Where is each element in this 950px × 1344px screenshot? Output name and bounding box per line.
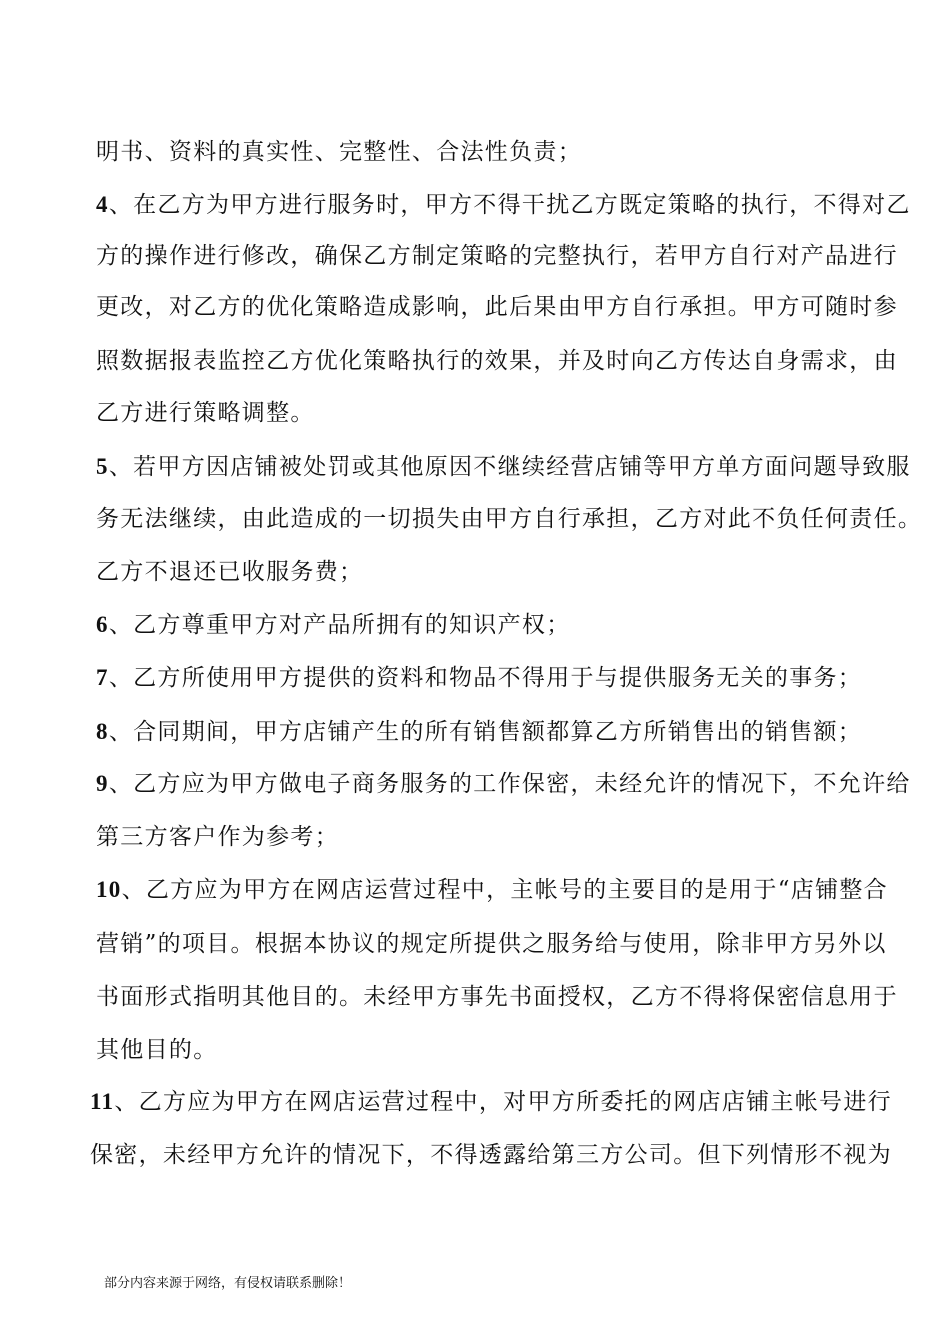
footer-disclaimer: 部分内容来源于网络，有侵权请联系删除！ — [104, 1276, 352, 1291]
text-line: 营销”的项目。根据本协议的规定所提供之服务给与使用，除非甲方另外以 — [96, 931, 887, 957]
text-line: 务无法继续，由此造成的一切损失由甲方自行承担，乙方对此不负任何责任。 — [96, 506, 923, 532]
text-line: 更改，对乙方的优化策略造成影响，此后果由甲方自行承担。甲方可随时参 — [96, 294, 898, 320]
text-line: 保密，未经甲方允许的情况下，不得透露给第三方公司。但下列情形不视为 — [90, 1142, 892, 1168]
text-line: 第三方客户作为参考； — [96, 824, 339, 850]
numbered-item-11: 11、乙方应为甲方在网店运营过程中，对甲方所委托的网店店铺主帐号进行 — [90, 1089, 892, 1115]
text-line: 方的操作进行修改，确保乙方制定策略的完整执行，若甲方自行对产品进行 — [96, 243, 898, 269]
numbered-item-9: 9、乙方应为甲方做电子商务服务的工作保密，未经允许的情况下，不允许给 — [96, 771, 911, 797]
text-line: 照数据报表监控乙方优化策略执行的效果，并及时向乙方传达自身需求，由 — [96, 348, 898, 374]
text-line: 乙方不退还已收服务费； — [96, 559, 364, 585]
numbered-item-4: 4、在乙方为甲方进行服务时，甲方不得干扰乙方既定策略的执行，不得对乙 — [96, 192, 911, 218]
numbered-item-8: 8、合同期间，甲方店铺产生的所有销售额都算乙方所销售出的销售额； — [96, 719, 863, 745]
text-line: 书面形式指明其他目的。未经甲方事先书面授权，乙方不得将保密信息用于 — [96, 984, 898, 1010]
text-line: 明书、资料的真实性、完整性、合法性负责； — [96, 139, 582, 165]
numbered-item-10: 10、乙方应为甲方在网店运营过程中，主帐号的主要目的是用于“店铺整合 — [96, 877, 888, 903]
numbered-item-6: 6、乙方尊重甲方对产品所拥有的知识产权； — [96, 612, 571, 638]
numbered-item-7: 7、乙方所使用甲方提供的资料和物品不得用于与提供服务无关的事务； — [96, 665, 863, 691]
text-line: 其他目的。 — [96, 1037, 218, 1063]
numbered-item-5: 5、若甲方因店铺被处罚或其他原因不继续经营店铺等甲方单方面问题导致服 — [96, 454, 911, 480]
text-line: 乙方进行策略调整。 — [96, 400, 315, 426]
